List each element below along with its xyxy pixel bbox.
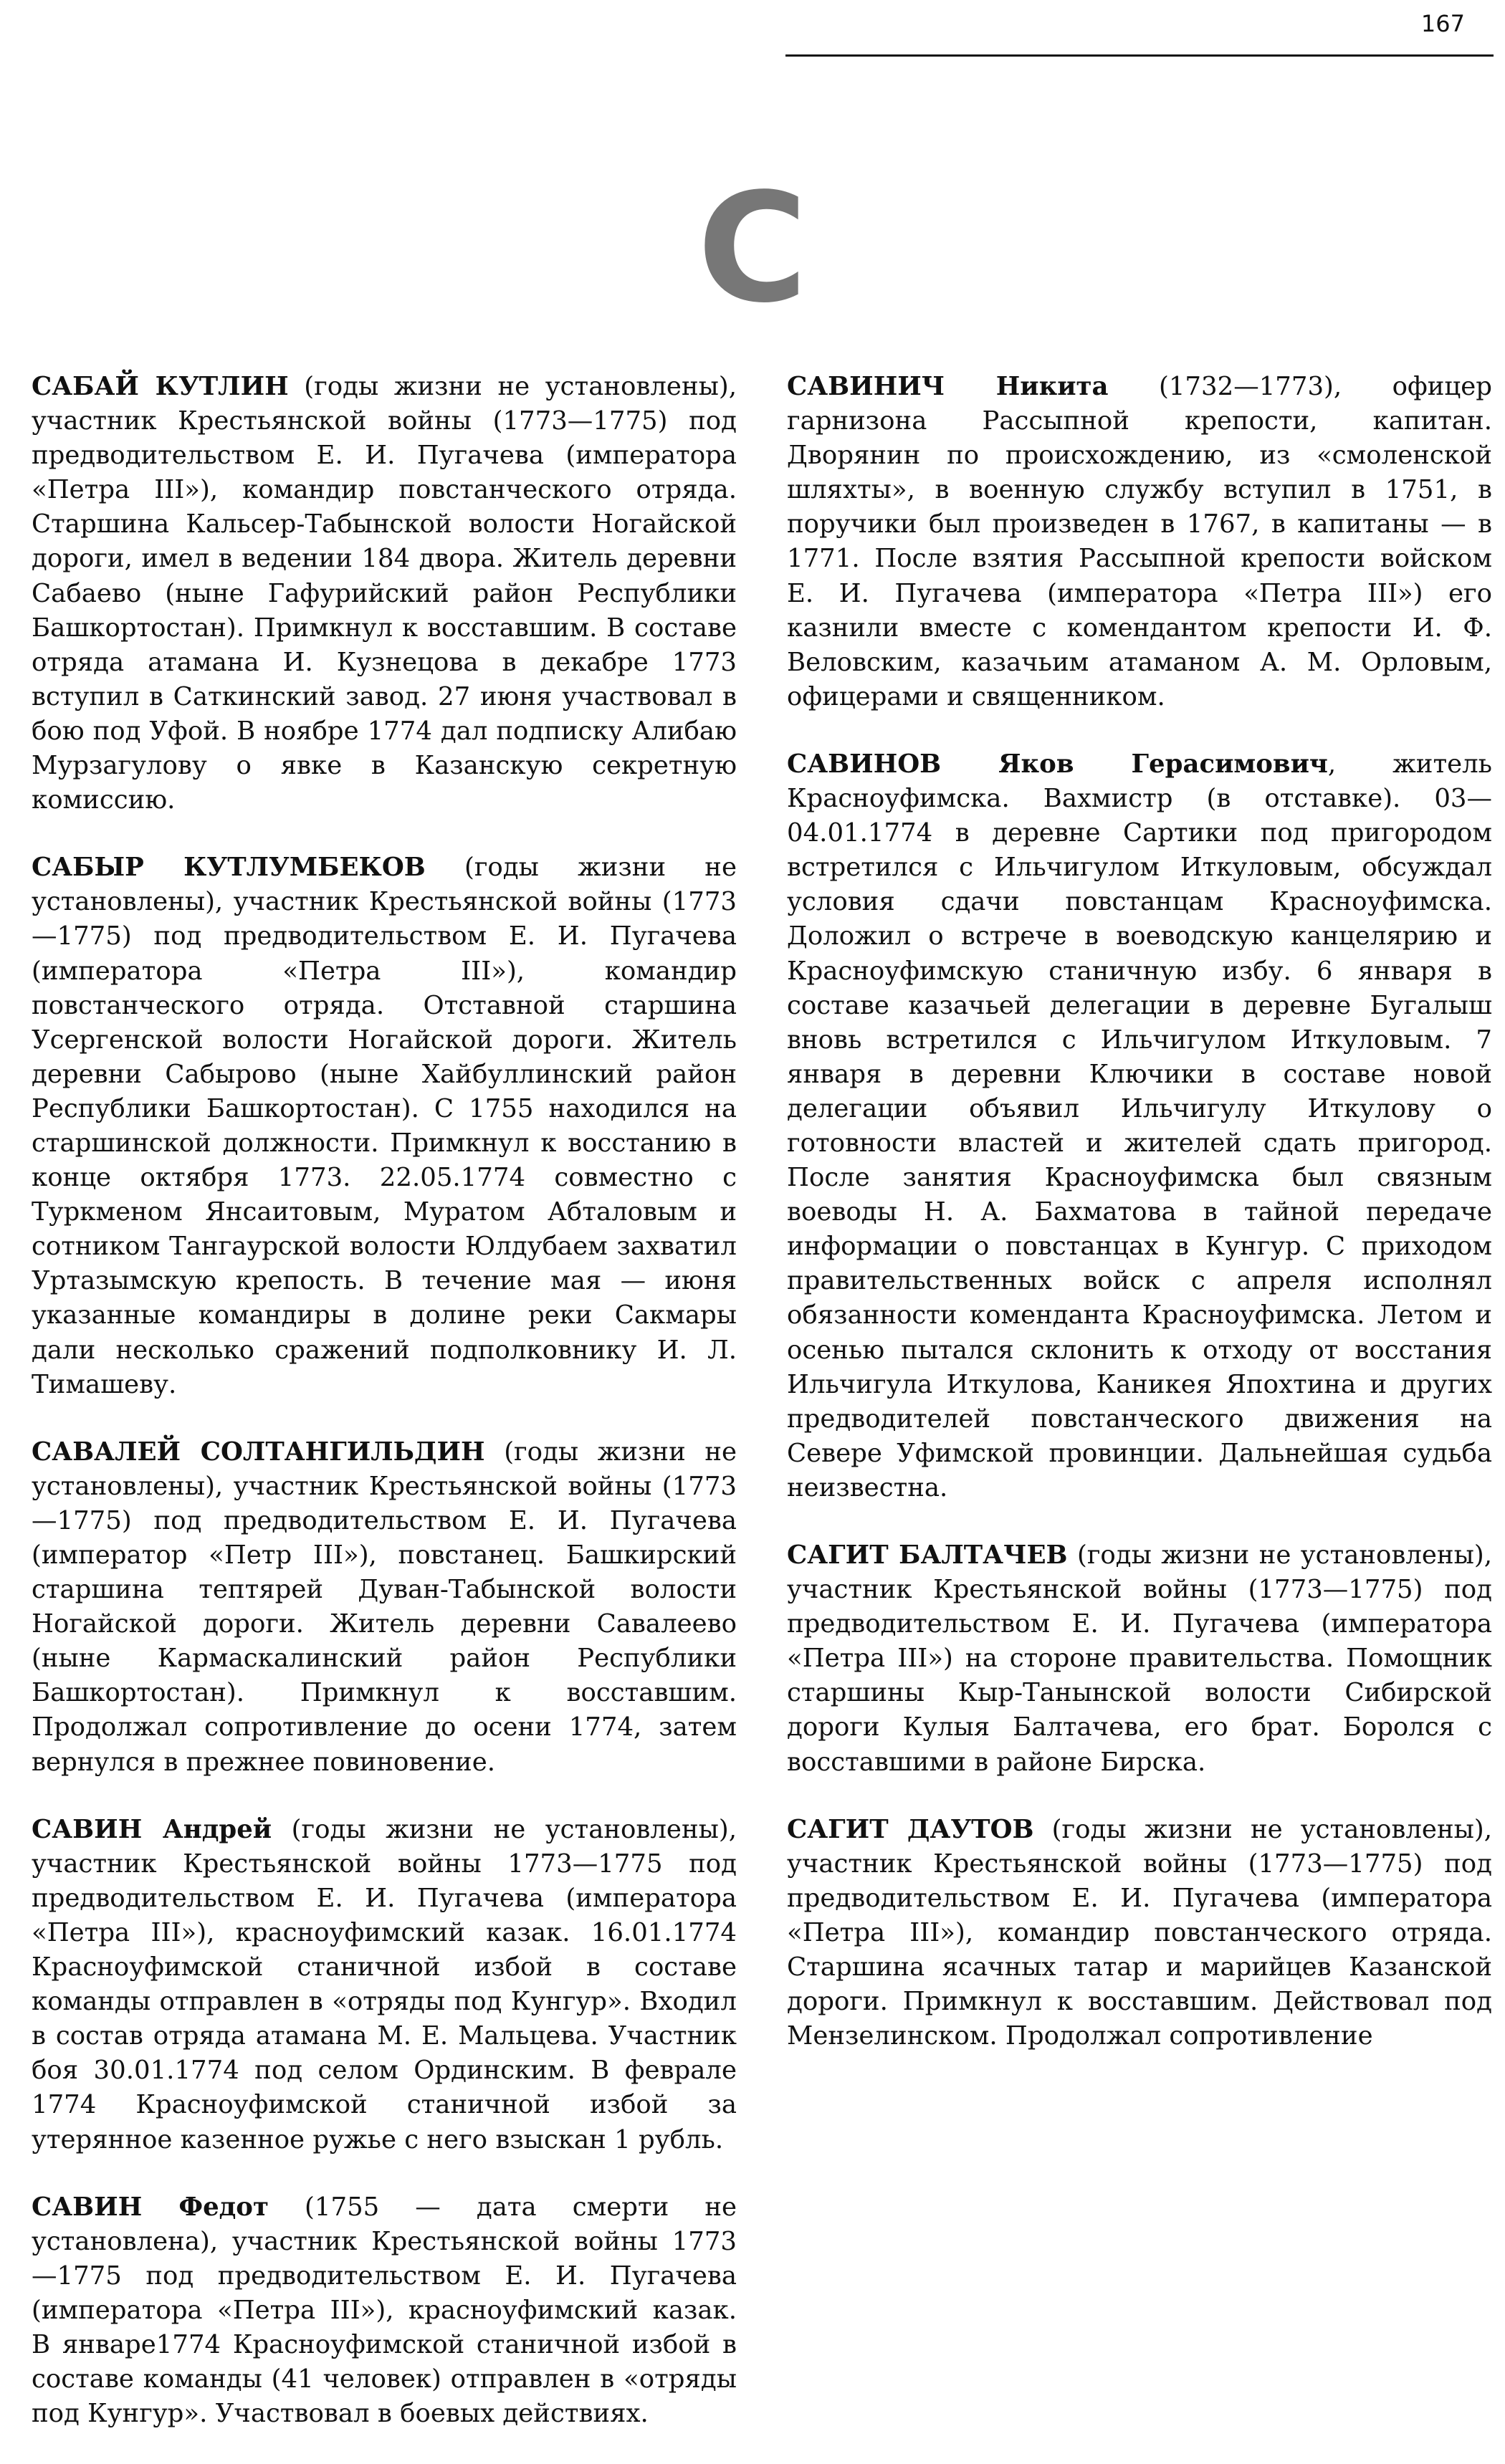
entry-text: (годы жизни не установлены), участник Крестьянской войны (1773—1775) под предводительством Е. И. Пугачева (император «Петр III»), повстанец. Башкирский старшина тептярей Дуван-Табынской волости Ногайской дороги. Житель деревни Савалеево (ныне Кармаскалинский район Республики Башкортостан). Примкнул к восставшим. Продолжал сопротивление до осени 1774, затем вернулся в прежнее повиновение.: [32, 1437, 737, 1777]
entry-text: (годы жизни не установлены), участник Крестьянской войны 1773—1775 под предводительством Е. И. Пугачева (императора «Петра III»), красноуфимский казак. 16.01.1774 Красноуфимской станичной избой в составе команды отправлен в «отряды под Кунгур». Входил в состав отряда атамана М. Е. Мальцева. Участник боя 30.01.1774 под селом Ординским. В феврале 1774 Красноуфимской станичной избой за утерянное казенное ружье с него взыскан 1 рубль.: [32, 1814, 737, 2154]
entry-headword: САВИНОВ Яков Герасимович: [787, 749, 1328, 779]
entry-savalei-soltangildin: [32, 1435, 737, 1780]
entry-savinich-nikita: [787, 370, 1492, 714]
section-letter: С: [697, 160, 808, 336]
entry-text: (годы жизни не установлены), участник Крестьянской войны (1773—1775) под предводительством Е. И. Пугачева (императора «Петра III»), командир повстанческого отряда. Отставной старшина Усергенской волости Ногайской дороги. Житель деревни Сабырово (ныне Хайбуллинский район Республики Башкортостан). С 1755 находился на старшинской должности. Примкнул к восстанию в конце октября 1773. 22.05.1774 совместно с Туркменом Янсаитовым, Муратом Абталовым и сотником Тангаурской волости Юлдубаем захватил Уртазымскую крепость. В течение мая — июня указанные командиры в долине реки Сакмары дали несколько сражений подполковнику И. Л. Тимашеву.: [32, 853, 737, 1399]
entry-text: (годы жизни не установлены), участник Крестьянской войны (1773—1775) под предводительством Е. И. Пугачева (императора «Петра III»), командир повстанческого отряда. Старшина ясачных татар и марийцев Казанской дороги. Примкнул к восставшим. Действовал под Мензелинском. Продолжал сопротивление: [787, 1814, 1492, 2051]
entry-sabai-kutlin: [32, 370, 737, 818]
entry-savinov-yakov: [787, 747, 1492, 1505]
entry-sabyr-kutlumbekov: [32, 850, 737, 1402]
entry-headword: САВИН Федот: [32, 2192, 269, 2222]
left-column: [32, 370, 737, 2464]
entry-headword: САВИНИЧ Никита: [787, 372, 1109, 401]
entry-text: , житель Красноуфимска. Вахмистр (в отставке). 03—04.01.1774 в деревне Сартики под пригородом встретился с Ильчигулом Иткуловым, обсуждал условия сдачи повстанцам Красноуфимска. Доложил о встрече в воеводскую канцелярию и Красноуфимскую станичную избу. 6 января в составе казачьей делегации в деревне Бугалыш вновь встретился с Ильчигулом Иткуловым. 7 января в деревни Ключики в составе новой делегации объявил Ильчигулу Иткулову о готовности властей и жителей сдать пригород. После занятия Красноуфимска был связным воеводы Н. А. Бахматова в тайной передаче информации о повстанцах в Кунгур. С приходом правительственных войск с апреля исполнял обязанности коменданта Красноуфимска. Летом и осенью пытался склонить к отходу от восстания Ильчигула Иткулова, Каникея Япохтина и других предводителей повстанческого движения на Севере Уфимской провинции. Дальнейшая судьба неизвестна.: [787, 749, 1492, 1502]
right-column: [787, 370, 1492, 2086]
entry-text: (годы жизни не установлены), участник Крестьянской войны (1773—1775) под предводительством Е. И. Пугачева (императора «Петра III»), командир повстанческого отряда. Старшина Кальсер-Табынской волости Ногайской дороги, имел в ведении 184 двора. Житель деревни Сабаево (ныне Гафурийский район Республики Башкортостан). Примкнул к восставшим. В составе отряда атамана И. Кузнецова в декабре 1773 вступил в Саткинский завод. 27 июня участвовал в бою под Уфой. В ноябре 1774 дал подписку Алибаю Мурзагулову о явке в Казанскую секретную комиссию.: [32, 372, 737, 815]
entry-sagit-dautov: [787, 1813, 1492, 2054]
entry-text: (1732—1773), офицер гарнизона Рассыпной крепости, капитан. Дворянин по происхождению, из «смоленской шляхты», в военную службу вступил в 1751, в поручики был произведен в 1767, в капитаны — в 1771. После взятия Рассыпной крепости войском Е. И. Пугачева (императора «Петра III») его казнили вместе с комендантом крепости И. Ф. Веловским, казачьим атаманом А. М. Орловым, офицерами и священником.: [787, 372, 1492, 711]
entry-savin-fedot: [32, 2190, 737, 2432]
entry-sagit-baltachev: [787, 1538, 1492, 1780]
page-number: 167: [1420, 10, 1465, 37]
entry-headword: САВАЛЕЙ СОЛТАНГИЛЬДИН: [32, 1437, 485, 1467]
entry-savin-andrei: [32, 1813, 737, 2157]
header-rule: [785, 54, 1494, 57]
entry-headword: САБЫР КУТЛУМБЕКОВ: [32, 853, 426, 883]
entry-headword: САБАЙ КУТЛИН: [32, 372, 289, 401]
entry-headword: САВИН Андрей: [32, 1814, 272, 1844]
entry-text: (1755 — дата смерти не установлена), участник Крестьянской войны 1773—1775 под предводительством Е. И. Пугачева (императора «Петра III»), красноуфимский казак. В январе1774 Красноуфимской станичной избой в составе команды (41 человек) отправлен в «отряды под Кунгур». Участвовал в боевых действиях.: [32, 2192, 737, 2429]
entry-headword: САГИТ ДАУТОВ: [787, 1814, 1034, 1844]
entry-text: (годы жизни не установлены), участник Крестьянской войны (1773—1775) под предводительством Е. И. Пугачева (императора «Петра III») на стороне правительства. Помощник старшины Кыр-Танынской волости Сибирской дороги Кулыя Балтачева, его брат. Боролся с восставшими в районе Бирска.: [787, 1540, 1492, 1777]
entry-headword: САГИТ БАЛТАЧЕВ: [787, 1540, 1068, 1570]
